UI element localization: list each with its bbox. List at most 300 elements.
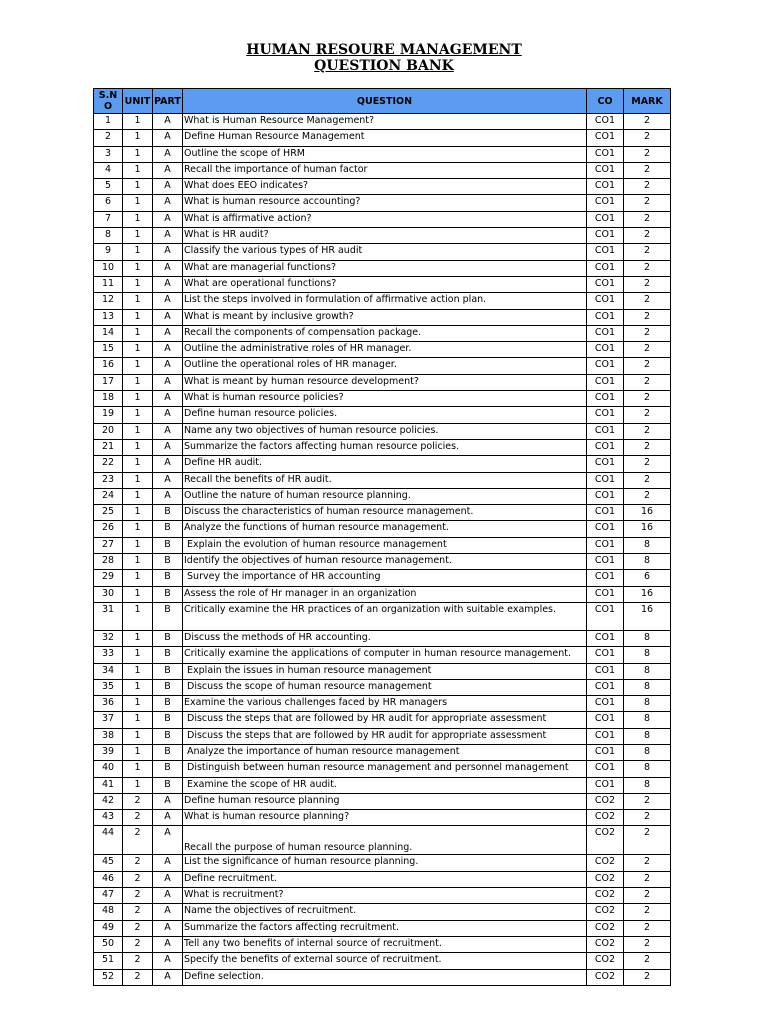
cell-co: CO1 [587, 586, 624, 602]
cell-question: Critically examine the applications of computer in human resource management. [183, 647, 587, 663]
cell-part: A [153, 888, 183, 904]
cell-mark: 2 [624, 391, 671, 407]
cell-question: Recall the components of compensation package. [183, 325, 587, 341]
cell-mark: 2 [624, 114, 671, 130]
cell-unit: 1 [123, 358, 153, 374]
table-row [94, 679, 671, 695]
table-row [94, 570, 671, 586]
cell-question: Recall the importance of human factor [183, 162, 587, 178]
table-row [94, 810, 671, 826]
cell-mark: 2 [624, 179, 671, 195]
cell-part: A [153, 488, 183, 504]
cell-sno: 22 [94, 456, 123, 472]
cell-sno: 24 [94, 488, 123, 504]
cell-co: CO2 [587, 810, 624, 826]
cell-co: CO1 [587, 744, 624, 760]
cell-unit: 1 [123, 195, 153, 211]
table-row [94, 130, 671, 146]
cell-co: CO2 [587, 855, 624, 871]
cell-unit: 2 [123, 826, 153, 855]
table-body [94, 114, 671, 986]
table-row [94, 325, 671, 341]
cell-unit: 2 [123, 969, 153, 985]
cell-mark: 2 [624, 309, 671, 325]
cell-co: CO1 [587, 342, 624, 358]
cell-sno: 40 [94, 761, 123, 777]
table-row [94, 793, 671, 809]
cell-question: Explain the evolution of human resource management [183, 537, 587, 553]
cell-unit: 1 [123, 391, 153, 407]
document-title: HUMAN RESOURE MANAGEMENT [246, 42, 522, 58]
cell-sno: 7 [94, 211, 123, 227]
cell-part: B [153, 630, 183, 646]
table-row [94, 920, 671, 936]
cell-unit: 1 [123, 586, 153, 602]
cell-sno: 8 [94, 228, 123, 244]
cell-sno: 29 [94, 570, 123, 586]
cell-question: List the steps involved in formulation of affirmative action plan. [183, 293, 587, 309]
cell-unit: 1 [123, 293, 153, 309]
cell-part: A [153, 325, 183, 341]
cell-part: A [153, 374, 183, 390]
cell-unit: 1 [123, 407, 153, 423]
cell-mark: 2 [624, 826, 671, 855]
cell-unit: 1 [123, 179, 153, 195]
table-row [94, 211, 671, 227]
cell-question: Discuss the methods of HR accounting. [183, 630, 587, 646]
table-row [94, 244, 671, 260]
cell-co: CO2 [587, 920, 624, 936]
table-row [94, 162, 671, 178]
cell-co: CO2 [587, 793, 624, 809]
cell-co: CO1 [587, 358, 624, 374]
cell-question: What is recruitment? [183, 888, 587, 904]
cell-sno: 16 [94, 358, 123, 374]
cell-part: A [153, 936, 183, 952]
cell-co: CO1 [587, 630, 624, 646]
cell-sno: 41 [94, 777, 123, 793]
cell-mark: 2 [624, 871, 671, 887]
cell-unit: 2 [123, 871, 153, 887]
cell-unit: 1 [123, 679, 153, 695]
table-row [94, 309, 671, 325]
cell-co: CO1 [587, 505, 624, 521]
cell-question: Define Human Resource Management [183, 130, 587, 146]
cell-sno: 2 [94, 130, 123, 146]
cell-unit: 1 [123, 439, 153, 455]
cell-part: A [153, 904, 183, 920]
cell-unit: 1 [123, 554, 153, 570]
cell-mark: 2 [624, 146, 671, 162]
cell-question: Define recruitment. [183, 871, 587, 887]
cell-question: What is human resource accounting? [183, 195, 587, 211]
cell-co: CO1 [587, 391, 624, 407]
cell-sno: 14 [94, 325, 123, 341]
table-row [94, 663, 671, 679]
table-row [94, 146, 671, 162]
cell-unit: 1 [123, 570, 153, 586]
table-row [94, 537, 671, 553]
cell-unit: 1 [123, 630, 153, 646]
cell-mark: 2 [624, 228, 671, 244]
cell-co: CO1 [587, 521, 624, 537]
cell-mark: 8 [624, 777, 671, 793]
cell-co: CO1 [587, 325, 624, 341]
cell-part: A [153, 855, 183, 871]
cell-question: Define human resource planning [183, 793, 587, 809]
cell-co: CO1 [587, 195, 624, 211]
table-row [94, 728, 671, 744]
table-row [94, 195, 671, 211]
cell-sno: 27 [94, 537, 123, 553]
cell-unit: 1 [123, 146, 153, 162]
cell-part: A [153, 810, 183, 826]
cell-co: CO2 [587, 871, 624, 887]
cell-mark: 2 [624, 293, 671, 309]
cell-sno: 31 [94, 602, 123, 630]
cell-co: CO1 [587, 423, 624, 439]
cell-part: A [153, 472, 183, 488]
cell-sno: 12 [94, 293, 123, 309]
cell-unit: 1 [123, 114, 153, 130]
cell-question: Summarize the factors affecting recruitment. [183, 920, 587, 936]
cell-mark: 8 [624, 728, 671, 744]
cell-unit: 2 [123, 904, 153, 920]
cell-question: Outline the operational roles of HR manager. [183, 358, 587, 374]
cell-unit: 1 [123, 712, 153, 728]
cell-question: Discuss the steps that are followed by HR audit for appropriate assessment [183, 712, 587, 728]
cell-sno: 43 [94, 810, 123, 826]
cell-mark: 2 [624, 920, 671, 936]
table-row [94, 936, 671, 952]
cell-co: CO1 [587, 728, 624, 744]
cell-mark: 8 [624, 537, 671, 553]
cell-question: What is meant by inclusive growth? [183, 309, 587, 325]
cell-co: CO1 [587, 472, 624, 488]
cell-sno: 5 [94, 179, 123, 195]
cell-unit: 2 [123, 810, 153, 826]
cell-mark: 8 [624, 712, 671, 728]
cell-sno: 20 [94, 423, 123, 439]
cell-question: List the significance of human resource planning. [183, 855, 587, 871]
cell-question: Analyze the importance of human resource management [183, 744, 587, 760]
table-row [94, 488, 671, 504]
cell-unit: 1 [123, 505, 153, 521]
header-sno: S.N O [94, 89, 123, 114]
cell-unit: 1 [123, 663, 153, 679]
table-row [94, 293, 671, 309]
cell-part: B [153, 537, 183, 553]
cell-part: A [153, 423, 183, 439]
cell-part: B [153, 647, 183, 663]
cell-sno: 37 [94, 712, 123, 728]
cell-question: Name any two objectives of human resource policies. [183, 423, 587, 439]
cell-question: Outline the nature of human resource planning. [183, 488, 587, 504]
table-row [94, 712, 671, 728]
cell-mark: 2 [624, 130, 671, 146]
table-row [94, 391, 671, 407]
table-row [94, 521, 671, 537]
cell-unit: 1 [123, 211, 153, 227]
table-row [94, 374, 671, 390]
cell-sno: 45 [94, 855, 123, 871]
cell-sno: 15 [94, 342, 123, 358]
cell-mark: 2 [624, 953, 671, 969]
cell-unit: 2 [123, 855, 153, 871]
cell-co: CO1 [587, 244, 624, 260]
cell-question: What are managerial functions? [183, 260, 587, 276]
table-row [94, 228, 671, 244]
cell-part: A [153, 871, 183, 887]
cell-sno: 36 [94, 696, 123, 712]
cell-part: A [153, 953, 183, 969]
cell-mark: 8 [624, 647, 671, 663]
table-row [94, 358, 671, 374]
cell-mark: 8 [624, 630, 671, 646]
cell-unit: 2 [123, 953, 153, 969]
cell-co: CO1 [587, 179, 624, 195]
header-co: CO [587, 89, 624, 114]
cell-mark: 2 [624, 969, 671, 985]
cell-co: CO1 [587, 537, 624, 553]
cell-sno: 6 [94, 195, 123, 211]
cell-part: A [153, 309, 183, 325]
cell-question: Critically examine the HR practices of an organization with suitable examples. [183, 602, 587, 630]
cell-part: A [153, 211, 183, 227]
document-subtitle: QUESTION BANK [314, 58, 454, 74]
cell-question: Distinguish between human resource management and personnel management [183, 761, 587, 777]
cell-sno: 52 [94, 969, 123, 985]
cell-mark: 2 [624, 793, 671, 809]
cell-unit: 1 [123, 260, 153, 276]
cell-sno: 9 [94, 244, 123, 260]
cell-mark: 16 [624, 505, 671, 521]
cell-unit: 1 [123, 325, 153, 341]
cell-part: A [153, 407, 183, 423]
cell-question: Discuss the characteristics of human resource management. [183, 505, 587, 521]
table-row [94, 602, 671, 630]
table-row [94, 260, 671, 276]
cell-sno: 11 [94, 276, 123, 292]
cell-mark: 16 [624, 586, 671, 602]
cell-unit: 1 [123, 777, 153, 793]
table-row [94, 472, 671, 488]
cell-mark: 2 [624, 407, 671, 423]
cell-part: B [153, 505, 183, 521]
table-row [94, 423, 671, 439]
cell-unit: 1 [123, 423, 153, 439]
cell-question: Discuss the scope of human resource management [183, 679, 587, 695]
cell-part: B [153, 570, 183, 586]
cell-mark: 2 [624, 342, 671, 358]
cell-unit: 1 [123, 244, 153, 260]
table-row [94, 630, 671, 646]
cell-unit: 1 [123, 744, 153, 760]
cell-co: CO1 [587, 712, 624, 728]
cell-part: B [153, 554, 183, 570]
cell-co: CO1 [587, 679, 624, 695]
cell-mark: 8 [624, 744, 671, 760]
header-part: PART [153, 89, 183, 114]
cell-sno: 44 [94, 826, 123, 855]
cell-mark: 2 [624, 358, 671, 374]
cell-sno: 19 [94, 407, 123, 423]
cell-question: Define selection. [183, 969, 587, 985]
table-row [94, 777, 671, 793]
cell-mark: 8 [624, 663, 671, 679]
cell-question: Outline the administrative roles of HR manager. [183, 342, 587, 358]
cell-part: B [153, 602, 183, 630]
cell-question: Identify the objectives of human resource management. [183, 554, 587, 570]
cell-co: CO2 [587, 936, 624, 952]
cell-question: What is Human Resource Management? [183, 114, 587, 130]
cell-question: What is human resource planning? [183, 810, 587, 826]
cell-sno: 4 [94, 162, 123, 178]
cell-co: CO1 [587, 647, 624, 663]
cell-mark: 2 [624, 162, 671, 178]
cell-question: Analyze the functions of human resource management. [183, 521, 587, 537]
cell-unit: 2 [123, 793, 153, 809]
cell-co: CO1 [587, 146, 624, 162]
cell-co: CO1 [587, 663, 624, 679]
cell-sno: 21 [94, 439, 123, 455]
cell-co: CO1 [587, 570, 624, 586]
cell-part: B [153, 744, 183, 760]
cell-mark: 2 [624, 244, 671, 260]
table-header-row [94, 89, 671, 114]
cell-sno: 32 [94, 630, 123, 646]
cell-part: B [153, 696, 183, 712]
cell-mark: 2 [624, 211, 671, 227]
cell-sno: 30 [94, 586, 123, 602]
table-row [94, 696, 671, 712]
table-row [94, 505, 671, 521]
table-row [94, 114, 671, 130]
table-row [94, 647, 671, 663]
cell-co: CO2 [587, 969, 624, 985]
cell-mark: 2 [624, 276, 671, 292]
cell-mark: 2 [624, 325, 671, 341]
cell-part: A [153, 179, 183, 195]
table-row [94, 744, 671, 760]
table-row [94, 761, 671, 777]
cell-part: A [153, 439, 183, 455]
cell-co: CO1 [587, 374, 624, 390]
cell-co: CO1 [587, 309, 624, 325]
cell-part: A [153, 358, 183, 374]
cell-part: A [153, 260, 183, 276]
cell-question: Name the objectives of recruitment. [183, 904, 587, 920]
cell-co: CO1 [587, 696, 624, 712]
table-row [94, 904, 671, 920]
cell-question: Examine the various challenges faced by HR managers [183, 696, 587, 712]
cell-part: A [153, 228, 183, 244]
cell-mark: 2 [624, 888, 671, 904]
header-unit: UNIT [123, 89, 153, 114]
table-row [94, 342, 671, 358]
cell-sno: 50 [94, 936, 123, 952]
cell-co: CO1 [587, 114, 624, 130]
cell-question: Define HR audit. [183, 456, 587, 472]
table-row [94, 888, 671, 904]
cell-part: A [153, 793, 183, 809]
cell-sno: 51 [94, 953, 123, 969]
cell-mark: 2 [624, 456, 671, 472]
cell-part: B [153, 761, 183, 777]
cell-mark: 6 [624, 570, 671, 586]
table-row [94, 586, 671, 602]
cell-co: CO2 [587, 826, 624, 855]
cell-question: What are operational functions? [183, 276, 587, 292]
table-row [94, 969, 671, 985]
cell-co: CO1 [587, 276, 624, 292]
cell-sno: 48 [94, 904, 123, 920]
cell-co: CO1 [587, 456, 624, 472]
cell-question: Survey the importance of HR accounting [183, 570, 587, 586]
cell-unit: 1 [123, 162, 153, 178]
cell-part: A [153, 130, 183, 146]
header-question: QUESTION [183, 89, 587, 114]
cell-co: CO2 [587, 904, 624, 920]
table-row [94, 855, 671, 871]
cell-unit: 1 [123, 276, 153, 292]
cell-sno: 42 [94, 793, 123, 809]
cell-part: B [153, 521, 183, 537]
cell-mark: 2 [624, 260, 671, 276]
cell-co: CO1 [587, 439, 624, 455]
cell-unit: 1 [123, 696, 153, 712]
cell-sno: 39 [94, 744, 123, 760]
cell-part: A [153, 195, 183, 211]
cell-part: A [153, 969, 183, 985]
cell-unit: 1 [123, 374, 153, 390]
cell-part: B [153, 586, 183, 602]
cell-unit: 1 [123, 309, 153, 325]
cell-sno: 49 [94, 920, 123, 936]
cell-mark: 2 [624, 855, 671, 871]
cell-mark: 2 [624, 904, 671, 920]
cell-mark: 2 [624, 439, 671, 455]
cell-co: CO1 [587, 260, 624, 276]
cell-question: What is affirmative action? [183, 211, 587, 227]
cell-unit: 1 [123, 647, 153, 663]
cell-sno: 18 [94, 391, 123, 407]
cell-part: A [153, 826, 183, 855]
cell-question: What is human resource policies? [183, 391, 587, 407]
table-row [94, 826, 671, 855]
cell-co: CO1 [587, 228, 624, 244]
cell-question: What is meant by human resource development? [183, 374, 587, 390]
cell-unit: 2 [123, 920, 153, 936]
cell-question: Define human resource policies. [183, 407, 587, 423]
cell-unit: 1 [123, 761, 153, 777]
cell-question: What does EEO indicates? [183, 179, 587, 195]
cell-part: A [153, 162, 183, 178]
cell-unit: 2 [123, 888, 153, 904]
cell-co: CO1 [587, 162, 624, 178]
cell-co: CO1 [587, 602, 624, 630]
cell-co: CO1 [587, 488, 624, 504]
cell-unit: 1 [123, 472, 153, 488]
cell-unit: 1 [123, 228, 153, 244]
cell-unit: 1 [123, 488, 153, 504]
cell-sno: 28 [94, 554, 123, 570]
cell-sno: 46 [94, 871, 123, 887]
cell-part: A [153, 293, 183, 309]
cell-unit: 1 [123, 728, 153, 744]
cell-part: A [153, 342, 183, 358]
table-row [94, 439, 671, 455]
